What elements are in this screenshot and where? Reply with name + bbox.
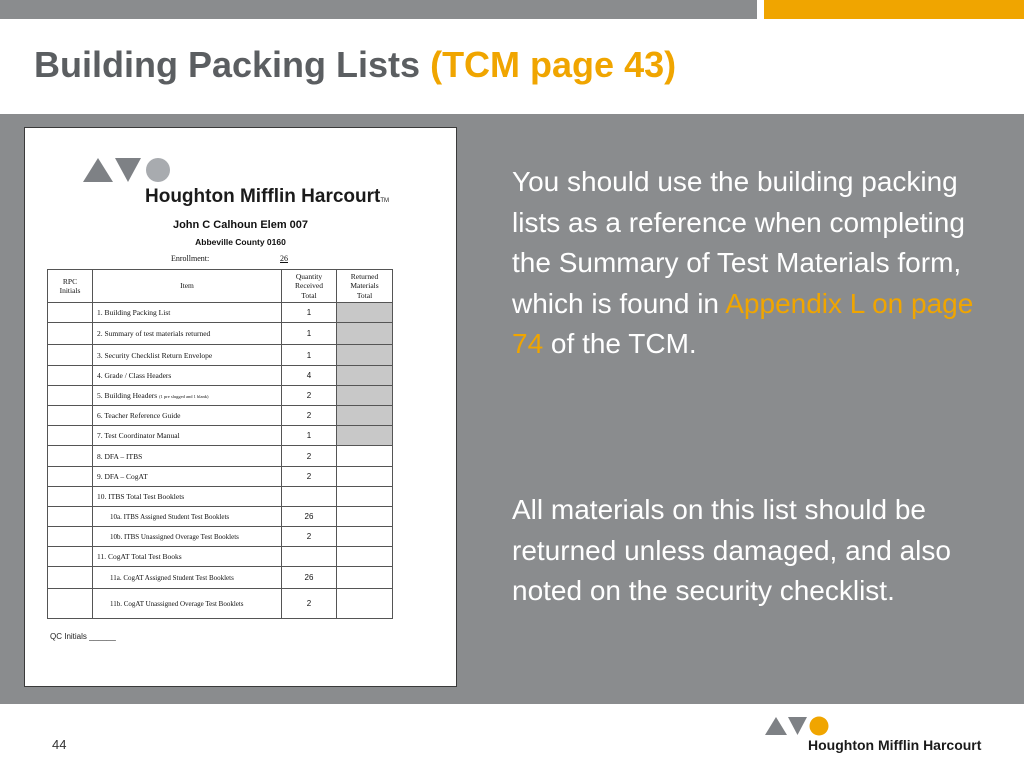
quantity-cell: [282, 547, 337, 567]
appendix-reference: Appendix L on page 74: [512, 287, 974, 360]
returned-cell: [337, 487, 393, 507]
table-row: [48, 323, 393, 345]
rpc-initials-cell: [48, 345, 93, 366]
quantity-cell: 2: [282, 527, 337, 547]
table-row: [48, 589, 393, 619]
item-cell: 11a. CogAT Assigned Student Test Booklets: [93, 567, 282, 589]
footer-hmh-logo-icon: [765, 716, 829, 738]
returned-cell: [337, 547, 393, 567]
quantity-cell: 2: [282, 446, 337, 467]
table-row: [48, 527, 393, 547]
quantity-cell: 1: [282, 426, 337, 446]
returned-cell: [337, 426, 393, 446]
table-row: [48, 406, 393, 426]
quantity-cell: 1: [282, 303, 337, 323]
rpc-initials-cell: [48, 467, 93, 487]
page-number: 44: [52, 737, 67, 752]
rpc-initials-cell: [48, 303, 93, 323]
rpc-initials-cell: [48, 406, 93, 426]
returned-cell: [337, 303, 393, 323]
quantity-cell: 2: [282, 467, 337, 487]
enrollment-label: Enrollment:: [171, 254, 210, 263]
footer-brand: Houghton Mifflin Harcourt: [808, 737, 982, 753]
quantity-cell: 2: [282, 406, 337, 426]
rpc-initials-cell: [48, 589, 93, 619]
table-row: [48, 547, 393, 567]
rpc-initials-cell: [48, 567, 93, 589]
trademark-mark: TM: [380, 198, 390, 204]
item-cell: 2. Summary of test materials returned: [93, 323, 282, 345]
item-cell: 5. Building Headers (1 pre slugged and 1 blank): [93, 386, 282, 406]
item-cell: 4. Grade / Class Headers: [93, 366, 282, 386]
returned-cell: [337, 467, 393, 487]
column-header-rpc-initials: RPC Initials: [48, 270, 93, 303]
table-row: [48, 487, 393, 507]
rpc-initials-cell: [48, 386, 93, 406]
quantity-cell: 1: [282, 323, 337, 345]
top-accent-bar-gray: [0, 0, 757, 19]
table-row: [48, 345, 393, 366]
slide-title-main: Building Packing Lists: [34, 44, 421, 85]
school-name: John C Calhoun Elem 007: [172, 219, 309, 231]
item-cell: 6. Teacher Reference Guide: [93, 406, 282, 426]
body-paragraph-2: All materials on this list should be returned unless damaged, and also noted on the security checklist.: [512, 494, 951, 607]
item-cell: 1. Building Packing List: [93, 303, 282, 323]
item-cell: 7. Test Coordinator Manual: [93, 426, 282, 446]
column-header-returned-materials: Returned Materials Total: [337, 270, 393, 303]
item-cell: 9. DFA – CogAT: [93, 467, 282, 487]
column-header-quantity-received: Quantity Received Total: [282, 270, 337, 303]
returned-cell: [337, 345, 393, 366]
table-row: [48, 446, 393, 467]
table-row: [48, 366, 393, 386]
table-header-row: [48, 270, 393, 303]
enrollment-value: 26: [280, 254, 288, 263]
county-name: Abbeville County 0160: [195, 237, 286, 247]
item-cell: 11. CogAT Total Test Books: [93, 547, 282, 567]
returned-cell: [337, 507, 393, 527]
rpc-initials-cell: [48, 507, 93, 527]
body-paragraph-1: You should use the building packing lists as a reference when completing the Summary of Test Materials form, which is found in Appendix L on page 74 of the TCM.: [512, 166, 974, 360]
table-row: [48, 426, 393, 446]
table-row: [48, 507, 393, 527]
top-accent-bar-gold: [764, 0, 1024, 19]
slide-title: [34, 44, 676, 86]
item-cell: 11b. CogAT Unassigned Overage Test Booklets: [93, 589, 282, 619]
rpc-initials-cell: [48, 527, 93, 547]
returned-cell: [337, 446, 393, 467]
returned-cell: [337, 323, 393, 345]
quantity-cell: 26: [282, 567, 337, 589]
table-row: [48, 303, 393, 323]
qc-initials: QC Initials ______: [50, 632, 116, 641]
returned-cell: [337, 527, 393, 547]
rpc-initials-cell: [48, 426, 93, 446]
quantity-cell: 26: [282, 507, 337, 527]
table-row: [48, 567, 393, 589]
slide-title-reference: (TCM page 43): [430, 44, 677, 85]
hmh-logo-icon: [83, 156, 171, 186]
column-header-item: Item: [93, 270, 282, 303]
item-cell: 10a. ITBS Assigned Student Test Booklets: [93, 507, 282, 527]
rpc-initials-cell: [48, 487, 93, 507]
returned-cell: [337, 366, 393, 386]
quantity-cell: 4: [282, 366, 337, 386]
item-cell: 10. ITBS Total Test Booklets: [93, 487, 282, 507]
returned-cell: [337, 589, 393, 619]
document-brand: Houghton Mifflin HarcourtTM: [145, 186, 390, 207]
packing-list-table: [47, 269, 393, 619]
item-cell: 10b. ITBS Unassigned Overage Test Booklets: [93, 527, 282, 547]
rpc-initials-cell: [48, 366, 93, 386]
quantity-cell: 2: [282, 589, 337, 619]
item-cell: 3. Security Checklist Return Envelope: [93, 345, 282, 366]
quantity-cell: 1: [282, 345, 337, 366]
quantity-cell: [282, 487, 337, 507]
quantity-cell: 2: [282, 386, 337, 406]
returned-cell: [337, 406, 393, 426]
table-row: [48, 467, 393, 487]
rpc-initials-cell: [48, 547, 93, 567]
packing-list-document: [24, 127, 457, 687]
item-note: (1 pre slugged and 1 blank): [159, 394, 209, 399]
item-cell: 8. DFA – ITBS: [93, 446, 282, 467]
returned-cell: [337, 567, 393, 589]
table-row: [48, 386, 393, 406]
returned-cell: [337, 386, 393, 406]
rpc-initials-cell: [48, 323, 93, 345]
rpc-initials-cell: [48, 446, 93, 467]
